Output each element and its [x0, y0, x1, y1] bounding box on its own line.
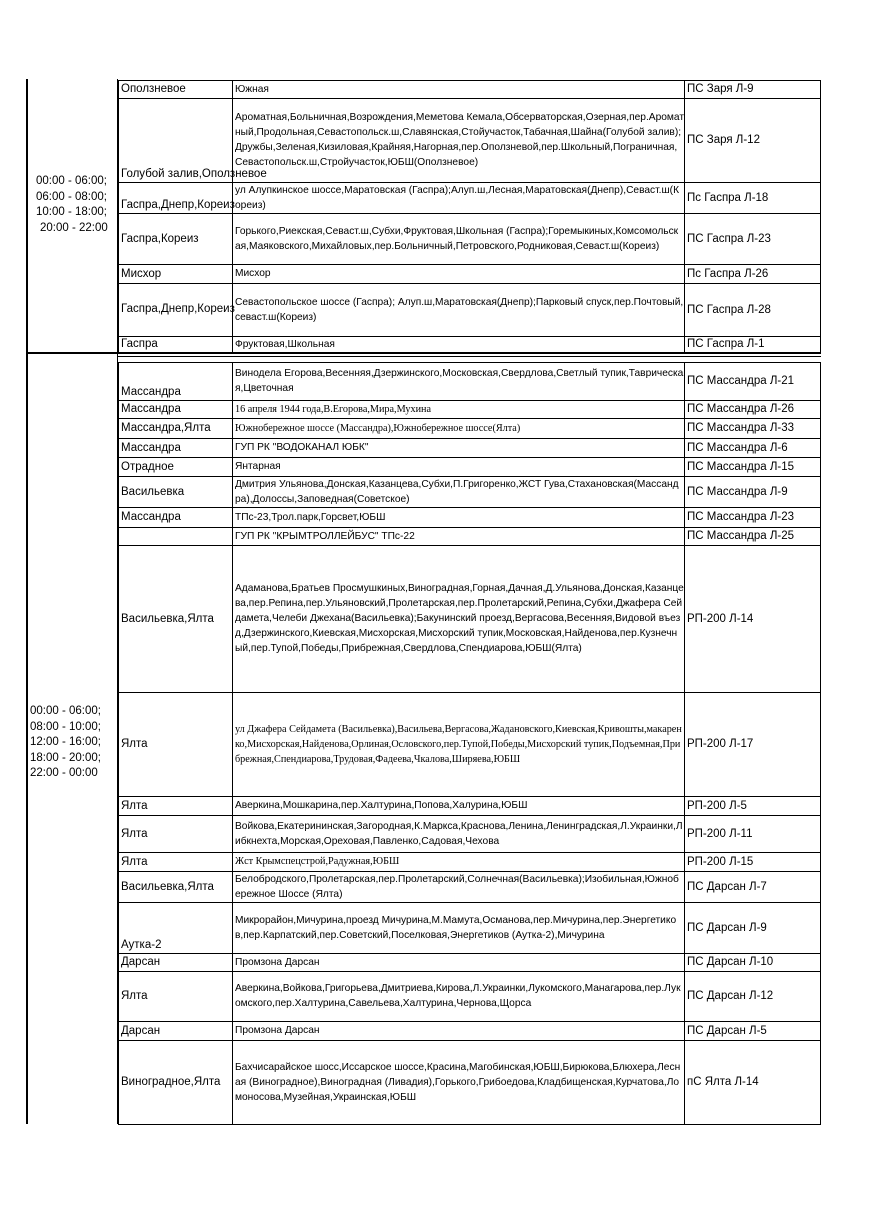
streets-text: Аверкина,Мошкарина,пер.Халтурина,Попова,Халурина,ЮБШ [235, 800, 528, 811]
streets-text: Дмитрия Ульянова,Донская,Казанцева,Субхи,П.Григоренко,ЖСТ Гува,Стахановская(Массандра),Долоссы,Заповедная(Советское) [235, 478, 679, 505]
district-cell: Массандра [121, 511, 181, 523]
row-divider [118, 356, 821, 357]
streets-cell [234, 796, 684, 815]
table-row [118, 796, 821, 815]
district-cell: Ялта [121, 855, 148, 868]
streets-cell [234, 871, 684, 902]
streets-text: Севастопольское шоссе (Гаспра); Алуп.ш,Маратовская(Днепр);Парковый спуск,пер.Почтовый,севаст.ш(Кореиз) [235, 296, 684, 323]
district-cell: Ялта [121, 827, 148, 840]
district-cell: Ялта [121, 990, 148, 1002]
time-line: 00:00 - 06:00; [30, 705, 101, 717]
time-line: 22:00 - 00:00 [30, 767, 98, 780]
streets-cell [234, 80, 684, 98]
streets-text: 16 апреля 1944 года,В.Егорова,Мира,Мухина [235, 403, 432, 415]
substation-cell: ПС Дарсан Л-5 [687, 1024, 767, 1037]
district-cell: Голубой залив,Оползневое [121, 168, 267, 180]
substation-cell: ПС Массандра Л-25 [687, 530, 794, 542]
time-line: 06:00 - 08:00; [36, 190, 107, 203]
district-cell: Васильевка,Ялта [121, 880, 214, 893]
district-cell: Дарсан [121, 956, 161, 968]
streets-text: Белобродского,Пролетарская,пер.Пролетарский,Солнечная(Васильевка);Изобильная,Южнобережное Шоссе (Ялта) [235, 873, 679, 900]
table-row [118, 815, 821, 852]
streets-cell [234, 971, 684, 1021]
streets-cell [234, 400, 684, 418]
substation-cell: РП-200 Л-11 [687, 827, 753, 840]
time-schedule-group2 [30, 704, 101, 782]
district-cell: Массандра,Ялта [121, 422, 211, 434]
district-cell: Мисхор [121, 267, 162, 280]
streets-cell [234, 418, 684, 438]
streets-text: Фруктовая,Школьная [235, 338, 335, 350]
district-cell: Оползневое [121, 83, 186, 95]
table-row [118, 80, 821, 98]
streets-cell [234, 1021, 684, 1040]
time-line: 18:00 - 20:00; [30, 751, 101, 764]
table-row [118, 527, 821, 545]
streets-cell [234, 902, 684, 953]
streets-cell [234, 692, 684, 796]
time-line: 12:00 - 16:00; [30, 736, 101, 749]
streets-cell [234, 852, 684, 871]
table-row [118, 182, 821, 213]
streets-cell [234, 1040, 684, 1124]
table-row [118, 438, 821, 457]
substation-cell: ПС Заря Л-9 [687, 83, 754, 95]
streets-cell [234, 476, 684, 507]
substation-cell: пС Ялта Л-14 [687, 1076, 759, 1088]
substation-cell: Пс Гаспра Л-18 [687, 191, 769, 204]
substation-cell: ПС Массандра Л-26 [687, 403, 794, 415]
streets-text: ГУП РК "КРЫМТРОЛЛЕЙБУС" ТПс-22 [235, 530, 415, 542]
time-schedule-group1 [36, 174, 108, 236]
streets-cell [234, 264, 684, 283]
table-left-border [26, 79, 28, 1124]
district-cell: Васильевка,Ялта [121, 612, 214, 625]
streets-cell [234, 815, 684, 852]
substation-cell: Пс Гаспра Л-26 [687, 267, 769, 280]
streets-text: ГУП РК "ВОДОКАНАЛ ЮБК" [235, 442, 369, 453]
substation-cell: РП-200 Л-15 [687, 855, 754, 868]
district-cell: Аутка-2 [121, 939, 162, 951]
streets-text: Мисхор [235, 268, 271, 279]
streets-text: Адаманова,Братьев Просмушкиных,Виноградная,Горная,Дачная,Д.Ульянова,Донская,Казанцева,пер.Репина,пер.Ульяновский,Пролетарская,пер.Пролетарский,Репина,Субхи,Джафера Сейдамета,Челеби Джехана(Васильевка);Бакунинский проезд,Вергасова,Весенняя,Видовой въезд,Дзержинского,Киевская,Мисхорская,Мисхорский тупик,Московская,Найденова,пер.Кузнечный,пер.Тупой,Победы,Прибрежная,Свердлова,Спендиарова,ЮБШ(Ялта) [235, 583, 684, 654]
table-row [118, 852, 821, 871]
streets-text: Промзона Дарсан [235, 956, 320, 968]
streets-text: Бахчисарайское шосс,Иссарское шоссе,Красина,Магобинская,ЮБШ,Бирюкова,Блюхера,Лесная (Виноградное),Виноградная (Ливадия),Горького,Грибоедова,Кладбищенская,Курчатова,Ломоносова,Музейная,Украинская,ЮБШ [235, 1061, 681, 1103]
district-cell: Ялта [121, 738, 148, 750]
time-line: 08:00 - 10:00; [30, 720, 101, 733]
streets-text: Южная [235, 83, 269, 95]
substation-cell: ПС Массандра Л-15 [687, 460, 794, 473]
table-row [118, 457, 821, 476]
row-divider [118, 352, 821, 353]
substation-cell: ПС Дарсан Л-7 [687, 880, 767, 893]
table-row [118, 213, 821, 264]
table-row [118, 953, 821, 971]
table-row [118, 400, 821, 418]
table-row [118, 692, 821, 796]
substation-cell: ПС Дарсан Л-12 [687, 990, 774, 1002]
district-cell: Гаспра,Днепр,Кореиз [121, 303, 235, 315]
streets-text: Винодела Егорова,Весенняя,Дзержинского,Московская,Свердлова,Светлый тупик,Таврическая,Цветочная [235, 368, 684, 394]
substation-cell: ПС Массандра Л-6 [687, 441, 788, 454]
streets-text: ул Джафера Сейдамета (Васильевка),Васильева,Вергасова,Жадановского,Киевская,Кривошты,макаренко,Мисхорская,Найденова,Орлиная,Ословского,пер.Тупой,Победы,Мисхорский тупик,Подъемная,Прибрежная,Спендиарова,Трудовая,Фадеева,Чкалова,Ширяева,ЮБШ [235, 723, 682, 765]
table-row [118, 362, 821, 400]
streets-text: Южнобережное шоссе (Массандра),Южнобережное шоссе(Ялта) [235, 422, 521, 434]
district-cell: Гаспра,Кореиз [121, 232, 199, 245]
district-cell: Массандра [121, 441, 181, 454]
streets-cell [234, 362, 684, 400]
streets-cell [234, 527, 684, 545]
streets-text: ТПс-23,Трол.парк,Горсвет,ЮБШ [235, 511, 386, 523]
streets-text: Горького,Риекская,Севаст.ш,Субхи,Фруктовая,Школьная (Гаспра);Горемыкиных,Комсомольская,Маяковского,Михайловых,пер.Больничный,Петровского,Родниковая,Севаст.ш(Кореиз) [235, 225, 679, 252]
table-row [118, 418, 821, 438]
streets-cell [234, 438, 684, 457]
streets-cell [234, 545, 684, 692]
streets-cell [234, 953, 684, 971]
streets-cell [234, 213, 684, 264]
substation-cell: ПС Массандра Л-21 [687, 375, 794, 387]
table-row [118, 1021, 821, 1040]
streets-cell [234, 457, 684, 476]
streets-text: Промзона Дарсан [235, 1025, 320, 1036]
table-row [118, 545, 821, 692]
time-line: 20:00 - 22:00 [40, 221, 108, 234]
table-row [118, 283, 821, 336]
substation-cell: ПС Массандра Л-33 [687, 422, 794, 434]
substation-cell: ПС Гаспра Л-23 [687, 232, 771, 245]
substation-cell: ПС Гаспра Л-28 [687, 303, 771, 316]
row-divider [118, 1124, 821, 1125]
district-cell: Виноградное,Ялта [121, 1075, 221, 1088]
streets-text: Микрорайон,Мичурина,проезд Мичурина,М.Мамута,Османова,пер.Мичурина,пер.Энергетиков,пер.Карпатский,пер.Советский,Поселковая,Энергетиков (Аутка-2),Мичурина [235, 914, 677, 941]
district-cell: Дарсан [121, 1024, 161, 1037]
district-cell: Гаспра [121, 338, 158, 350]
streets-cell [234, 507, 684, 527]
table-row [118, 1040, 821, 1124]
substation-cell: ПС Дарсан Л-10 [687, 956, 774, 968]
streets-cell [234, 182, 684, 213]
table-row [118, 971, 821, 1021]
table-row [118, 264, 821, 283]
streets-text: Жст Крымспецстрой,Радужная,ЮБШ [235, 856, 400, 867]
district-cell: Васильевка [121, 485, 185, 498]
substation-cell: ПС Массандра Л-23 [687, 511, 794, 523]
time-line: 10:00 - 18:00; [36, 206, 107, 219]
substation-cell: РП-200 Л-5 [687, 799, 747, 812]
district-cell: Ялта [121, 799, 148, 812]
table-row [118, 336, 821, 352]
district-cell: Гаспра,Днепр,Кореиз [121, 199, 235, 211]
table-row [118, 98, 821, 182]
table-row [118, 507, 821, 527]
streets-text: Аверкина,Войкова,Григорьева,Дмитриева,Кирова,Л.Украинки,Лукомского,Манагарова,пер.Лукомского,пер.Халтурина,Савельева,Халтурина,Чернова,Щорса [235, 983, 681, 1009]
district-cell: Массандра [121, 386, 181, 398]
substation-cell: ПС Дарсан Л-9 [687, 921, 767, 934]
streets-text: ул Алупкинское шоссе,Маратовская (Гаспра);Алуп.ш,Лесная,Маратовская(Днепр),Севаст.ш(Кореиз) [235, 184, 680, 211]
table-row [118, 476, 821, 507]
substation-cell: РП-200 Л-17 [687, 738, 754, 750]
district-cell [120, 527, 232, 545]
district-cell: Отрадное [121, 460, 174, 473]
substation-cell: ПС Заря Л-12 [687, 134, 760, 146]
streets-text: Войкова,Екатерининская,Загородная,К.Маркса,Краснова,Ленина,Ленинградская,Л.Украинки,Либкнехта,Морская,Ореховая,Павленко,Садовая,Чехова [235, 820, 683, 847]
streets-text: Ароматная,Больничная,Возрождения,Меметова Кемала,Обсерваторская,Озерная,пер.Ароматный,Продольная,Севастопольск.ш,Славянская,Стойучасток,Табачная,Шайна(Голубой залив);Дружбы,Зеленая,Кизиловая,Крайняя,Нагорная,пер.Оползневой,пер.Школьный,Пограничная,Севастопольск.ш,Стройучасток,ЮБШ(Оползневое) [235, 112, 685, 168]
streets-cell [234, 283, 684, 336]
streets-text: Янтарная [235, 461, 281, 472]
time-line: 00:00 - 06:00; [36, 175, 107, 187]
streets-cell [234, 336, 684, 352]
streets-cell [234, 98, 684, 182]
table-row [118, 902, 821, 953]
substation-cell: РП-200 Л-14 [687, 612, 754, 625]
table-row [118, 871, 821, 902]
district-cell: Массандра [121, 403, 181, 415]
substation-cell: ПС Массандра Л-9 [687, 485, 788, 498]
substation-cell: ПС Гаспра Л-1 [687, 338, 765, 350]
